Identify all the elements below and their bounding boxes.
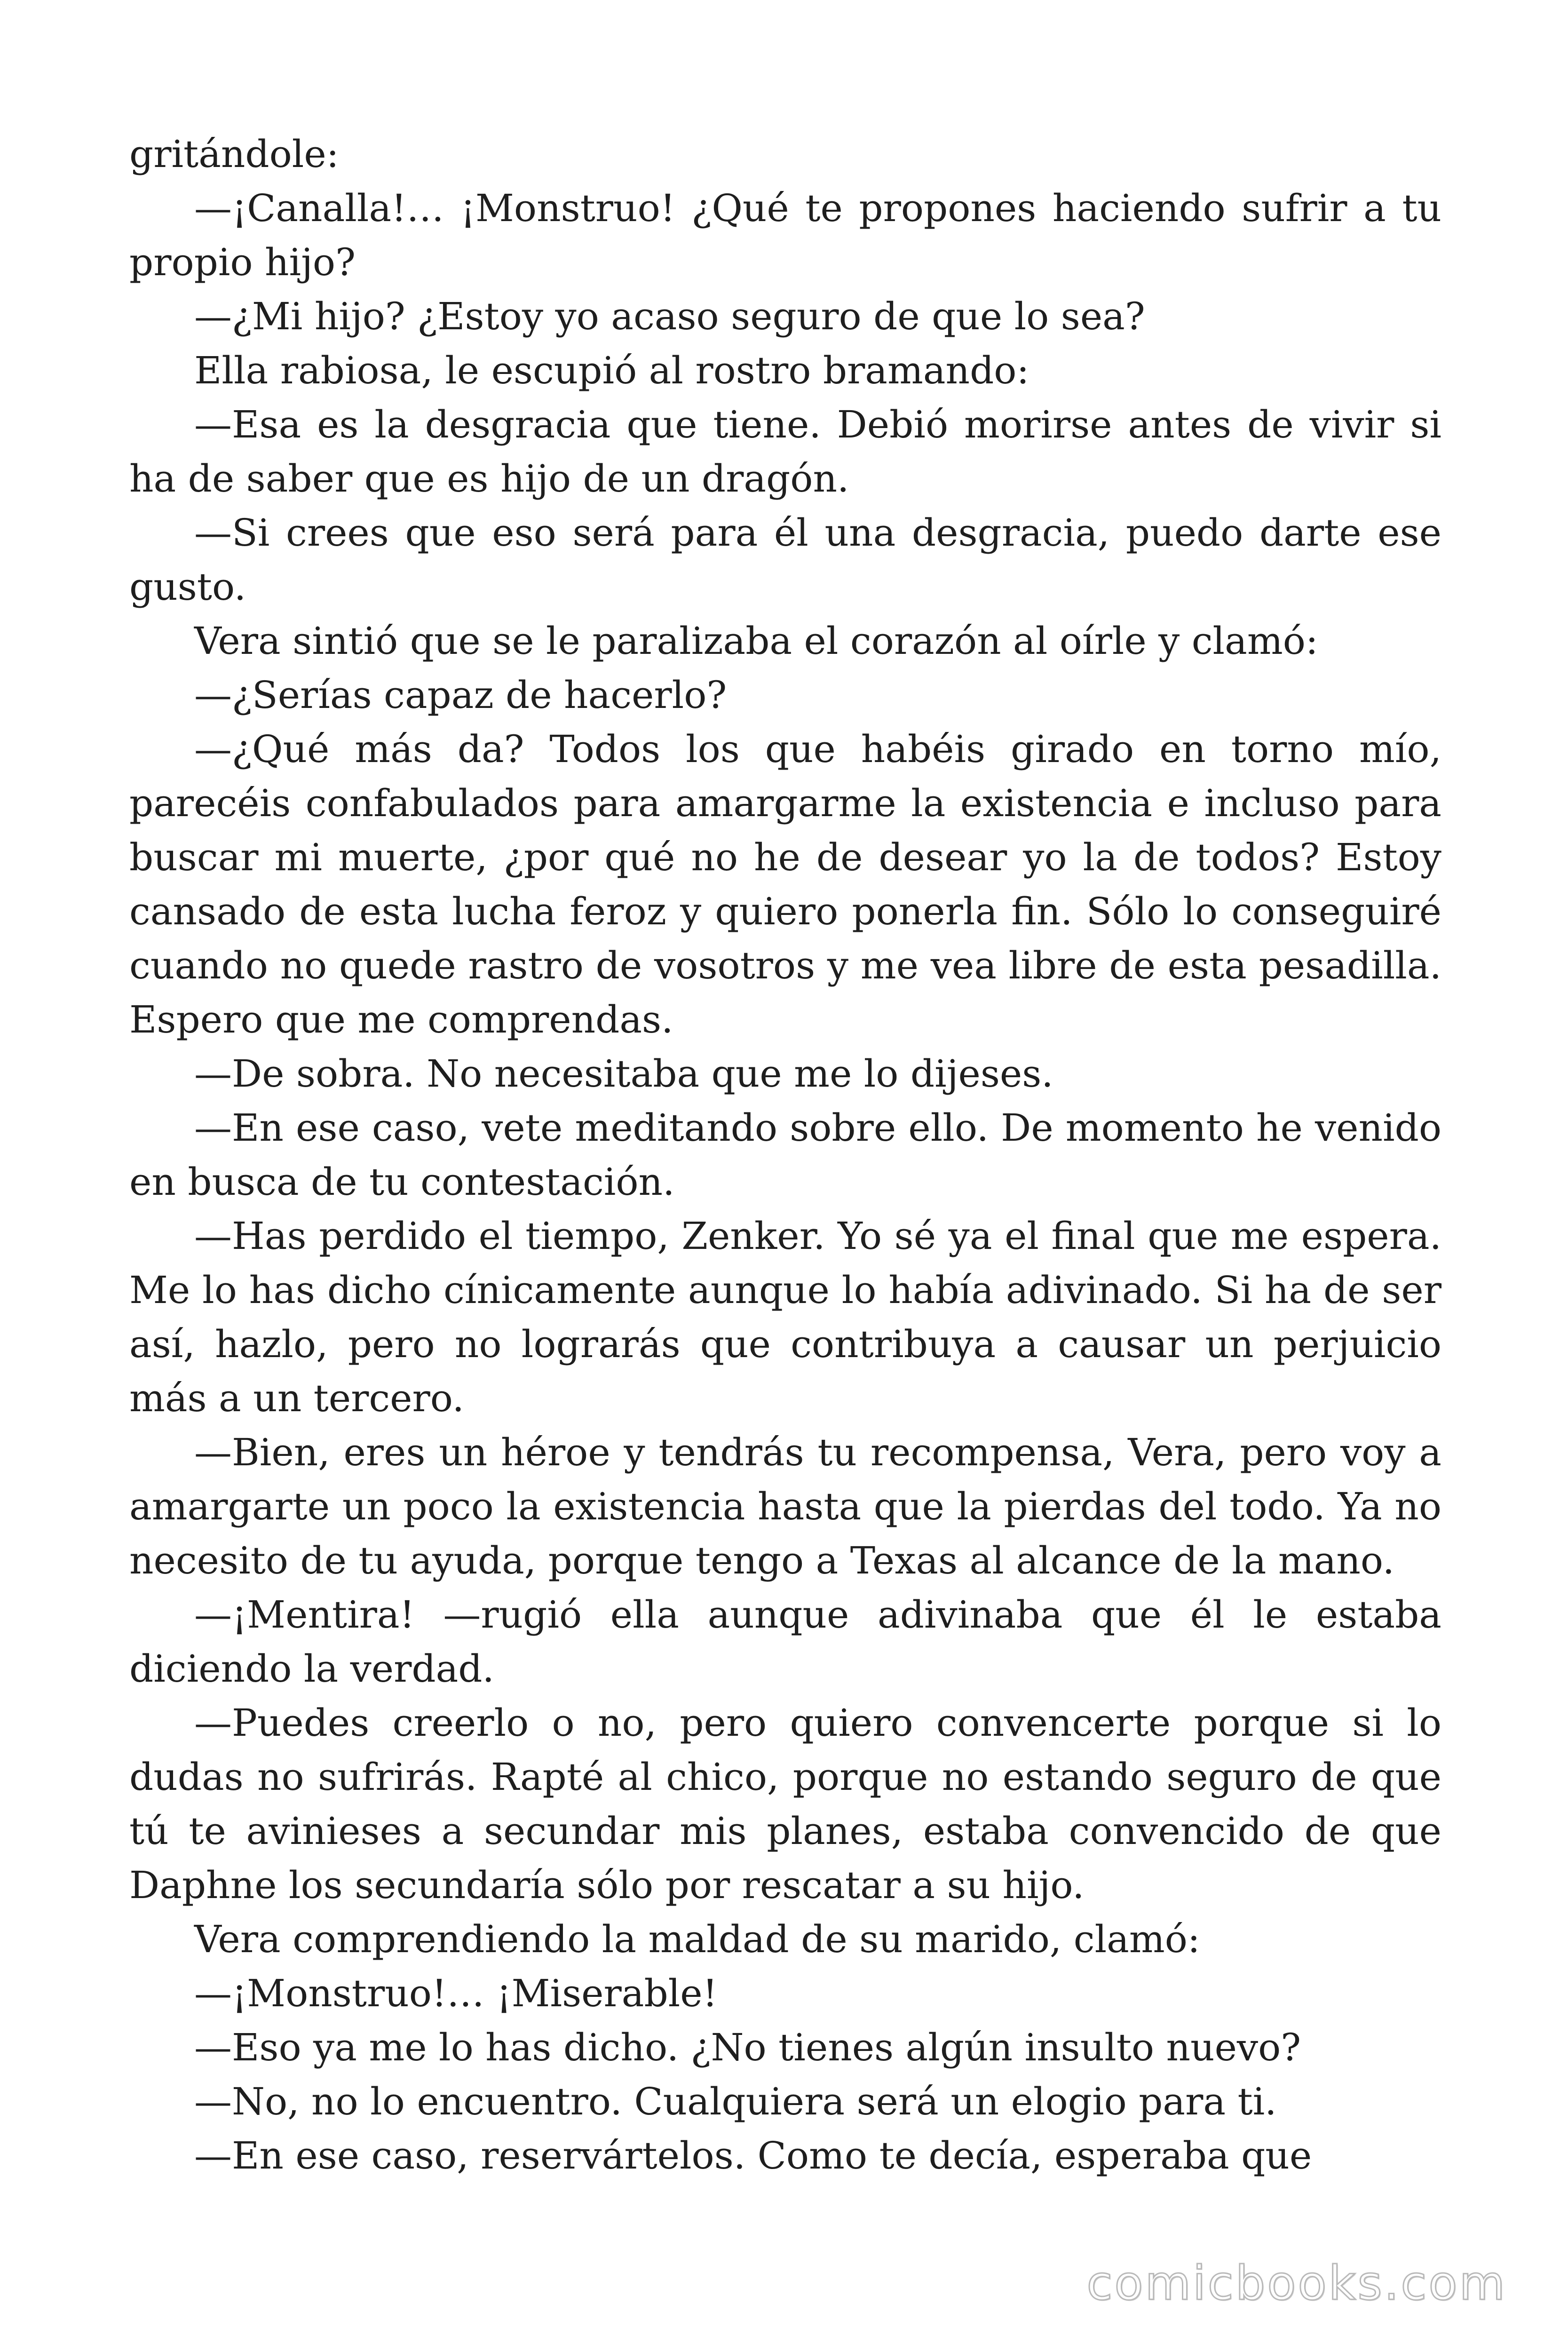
paragraph: —¡Canalla!… ¡Monstruo! ¿Qué te propones haciendo sufrir a tu propio hijo? — [129, 186, 1441, 284]
paragraph: —¡Mentira! —rugió ella aunque adivinaba que él le estaba diciendo la verdad. — [129, 1593, 1441, 1691]
paragraph: —En ese caso, vete meditando sobre ello. De momento he venido en busca de tu contestación. — [129, 1106, 1441, 1204]
paragraph: Vera comprendiendo la maldad de su marido, clamó: — [194, 1917, 1200, 1961]
watermark: comicbooks.com — [1086, 2256, 1507, 2311]
page-body-text — [129, 127, 1441, 2183]
paragraph: —En ese caso, reservártelos. Como te decía, esperaba que — [194, 2134, 1312, 2177]
paragraph: Ella rabiosa, le escupió al rostro bramando: — [194, 349, 1029, 392]
paragraph: —¿Qué más da? Todos los que habéis girado en torno mío, parecéis confabulados para amargarme la existencia e incluso para buscar mi muerte, ¿por qué no he de desear yo la de todos? Estoy cansado de esta lucha feroz y quiero ponerla fin. Sólo lo conseguiré cuando no quede rastro de vosotros y me vea libre de esta pesadilla. Espero que me comprendas. — [129, 727, 1441, 1041]
paragraph: —Bien, eres un héroe y tendrás tu recompensa, Vera, pero voy a amargarte un poco la existencia hasta que la pierdas del todo. Ya no necesito de tu ayuda, porque tengo a Texas al alcance de la mano. — [129, 1430, 1441, 1582]
paragraph: —Has perdido el tiempo, Zenker. Yo sé ya el final que me espera. Me lo has dicho cínicamente aunque lo había adivinado. Si ha de ser así, hazlo, pero no lograrás que contribuya a causar un perjuicio más a un tercero. — [129, 1214, 1441, 1420]
paragraph: —Esa es la desgracia que tiene. Debió morirse antes de vivir si ha de saber que es hijo de un dragón. — [129, 403, 1441, 501]
paragraph: —¿Serías capaz de hacerlo? — [194, 673, 727, 717]
paragraph: —¡Monstruo!… ¡Miserable! — [194, 1971, 718, 2015]
paragraph: —No, no lo encuentro. Cualquiera será un elogio para ti. — [194, 2080, 1277, 2123]
paragraph: gritándole: — [129, 132, 339, 176]
paragraph: —Si crees que eso será para él una desgracia, puedo darte ese gusto. — [129, 511, 1441, 609]
paragraph: —¿Mi hijo? ¿Estoy yo acaso seguro de que lo sea? — [194, 294, 1145, 338]
paragraph: —Puedes creerlo o no, pero quiero convencerte porque si lo dudas no sufrirás. Rapté al chico, porque no estando seguro de que tú te avinieses a secundar mis planes, estaba convencido de que Daphne los secundaría sólo por rescatar a su hijo. — [129, 1701, 1441, 1907]
paragraph: Vera sintió que se le paralizaba el corazón al oírle y clamó: — [194, 619, 1318, 663]
paragraph: —Eso ya me lo has dicho. ¿No tienes algún insulto nuevo? — [194, 2026, 1301, 2069]
paragraph: —De sobra. No necesitaba que me lo dijeses. — [194, 1052, 1053, 1096]
